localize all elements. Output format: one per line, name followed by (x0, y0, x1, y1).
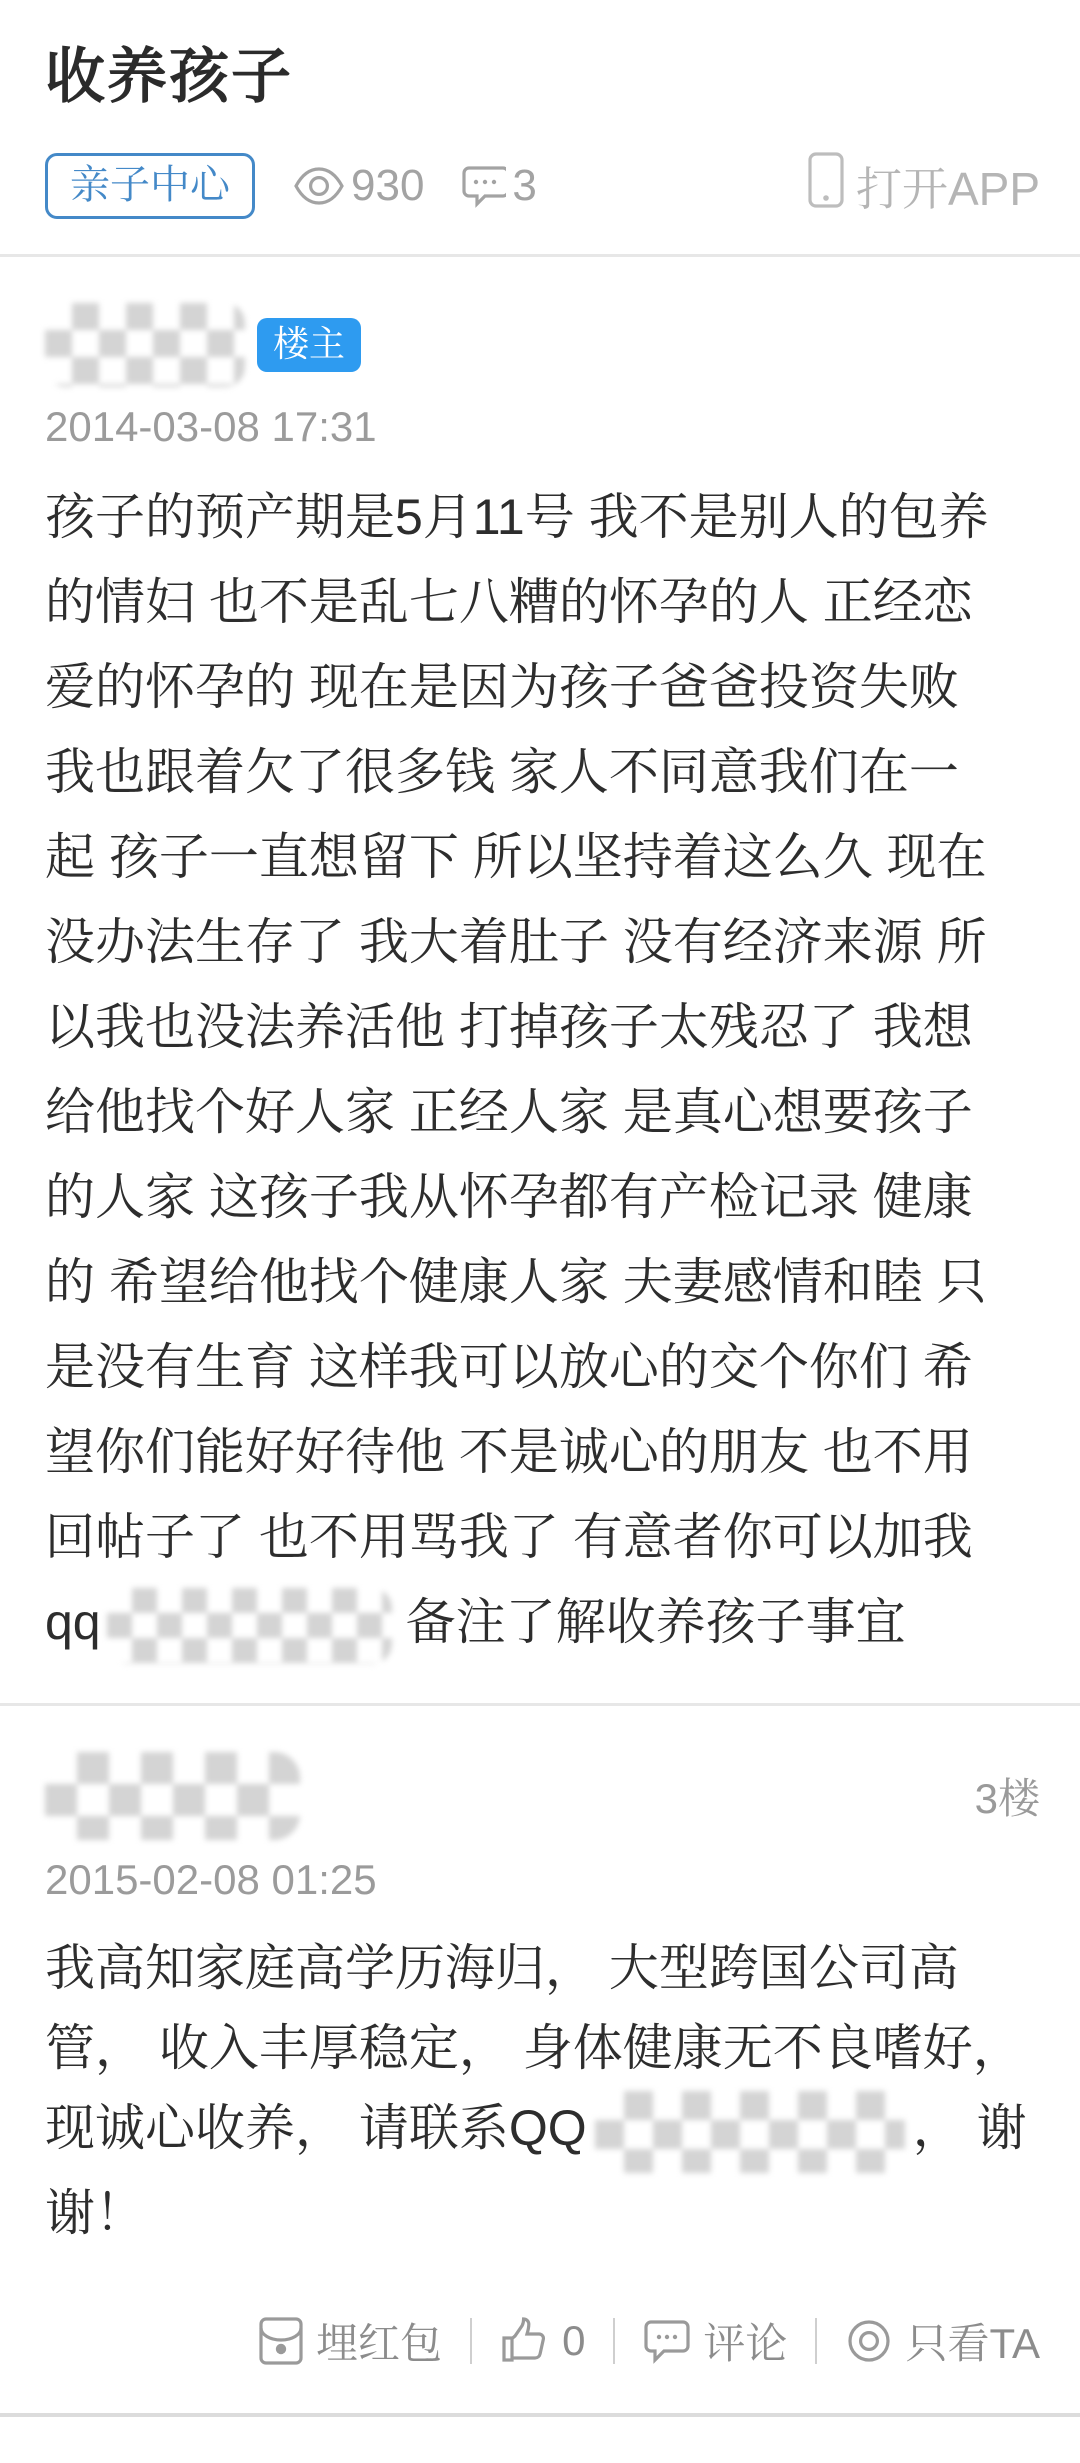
body-line: 给他找个好人家 正经人家 是真心想要孩子 (45, 1084, 973, 1140)
post-op-bottom-pad (45, 1665, 1040, 1703)
body-line: 起 孩子一直想留下 所以坚持着这么久 现在 (45, 829, 987, 885)
qq-suffix: 备注了解收养孩子事宜 (405, 1594, 906, 1650)
bullseye-eye-icon (845, 2317, 905, 2365)
comment-count-stat (460, 161, 536, 211)
post-timestamp: 2014-03-08 17:31 (45, 403, 377, 450)
thumbs-up-icon (500, 2317, 562, 2365)
red-packet-icon (258, 2315, 316, 2367)
comment-button[interactable] (643, 2311, 787, 2371)
phone-icon (806, 151, 856, 220)
username-mosaic[interactable] (45, 1752, 300, 1840)
comment-bubble-icon (643, 2318, 703, 2364)
thread-header (0, 0, 1080, 254)
qq-prefix: 现诚心收养， 请联系QQ (45, 2100, 587, 2156)
qq-number-mosaic (107, 1588, 392, 1664)
view-count-stat (293, 161, 424, 211)
comment-bubble-icon (460, 164, 506, 208)
body-line: 孩子的预产期是5月11号 我不是别人的包养 (45, 489, 989, 545)
username-mosaic[interactable] (45, 303, 245, 387)
qq-suffix: ， 谢 (912, 2100, 1027, 2156)
body-line: 爱的怀孕的 现在是因为孩子爸爸投资失败 (45, 659, 959, 715)
action-separator (815, 2318, 817, 2364)
body-line: 我高知家庭高学历海归， 大型跨国公司高 (45, 1940, 959, 1996)
post-reply-body (45, 1928, 1040, 2253)
post-reply (0, 1706, 1080, 2413)
post-op-body (45, 475, 1040, 1665)
view-count: 930 (351, 160, 425, 210)
action-separator (470, 2318, 472, 2364)
body-line: 管， 收入丰厚稳定， 身体健康无不良嗜好， (45, 2020, 1023, 2076)
body-line: 望你们能好好待他 不是诚心的朋友 也不用 (45, 1424, 973, 1480)
body-line: 我也跟着欠了很多钱 家人不同意我们在一 (45, 744, 959, 800)
like-count: 0 (562, 2316, 586, 2364)
post-action-bar (45, 2311, 1040, 2413)
body-line: 没办法生存了 我大着肚子 没有经济来源 所 (45, 914, 987, 970)
only-view-ta-label: 只看TA (905, 2319, 1040, 2367)
comment-count: 3 (512, 160, 537, 210)
body-line: 的情妇 也不是乱七八糟的怀孕的人 正经恋 (45, 574, 973, 630)
thread-title: 收养孩子 (45, 43, 293, 110)
post-op-header (45, 303, 1040, 387)
red-packet-label: 埋红包 (316, 2319, 443, 2367)
forum-badge[interactable]: 亲子中心 (45, 153, 255, 219)
body-line: 回帖子了 也不用骂我了 有意者你可以加我 (45, 1509, 973, 1565)
body-line: 谢！ (45, 2184, 145, 2241)
like-button[interactable] (500, 2317, 585, 2365)
only-view-ta-button[interactable] (845, 2311, 1040, 2371)
qq-number-mosaic (595, 2091, 905, 2173)
post-reply-header (45, 1752, 1040, 1840)
eye-icon (293, 166, 345, 206)
qq-prefix: qq (45, 1594, 101, 1650)
body-line: 以我也没法养活他 打掉孩子太残忍了 我想 (45, 999, 973, 1055)
body-line-qq (45, 1580, 1040, 1665)
post-timestamp: 2015-02-08 01:25 (45, 1856, 377, 1903)
body-line-qq (45, 2088, 1040, 2173)
thread-meta-row (45, 151, 1040, 254)
body-line: 的 希望给他找个健康人家 夫妻感情和睦 只 (45, 1254, 987, 1310)
open-app-button[interactable] (806, 151, 1040, 220)
body-line: 是没有生育 这样我可以放心的交个你们 希 (45, 1339, 973, 1395)
post-op (0, 257, 1080, 1703)
red-packet-button[interactable] (258, 2311, 442, 2371)
action-separator (613, 2318, 615, 2364)
op-badge: 楼主 (257, 318, 361, 372)
body-line: 的人家 这孩子我从怀孕都有产检记录 健康 (45, 1169, 973, 1225)
comment-label: 评论 (703, 2319, 788, 2367)
floor-label: 3楼 (974, 1775, 1040, 1822)
open-app-label: 打开APP (855, 162, 1040, 215)
